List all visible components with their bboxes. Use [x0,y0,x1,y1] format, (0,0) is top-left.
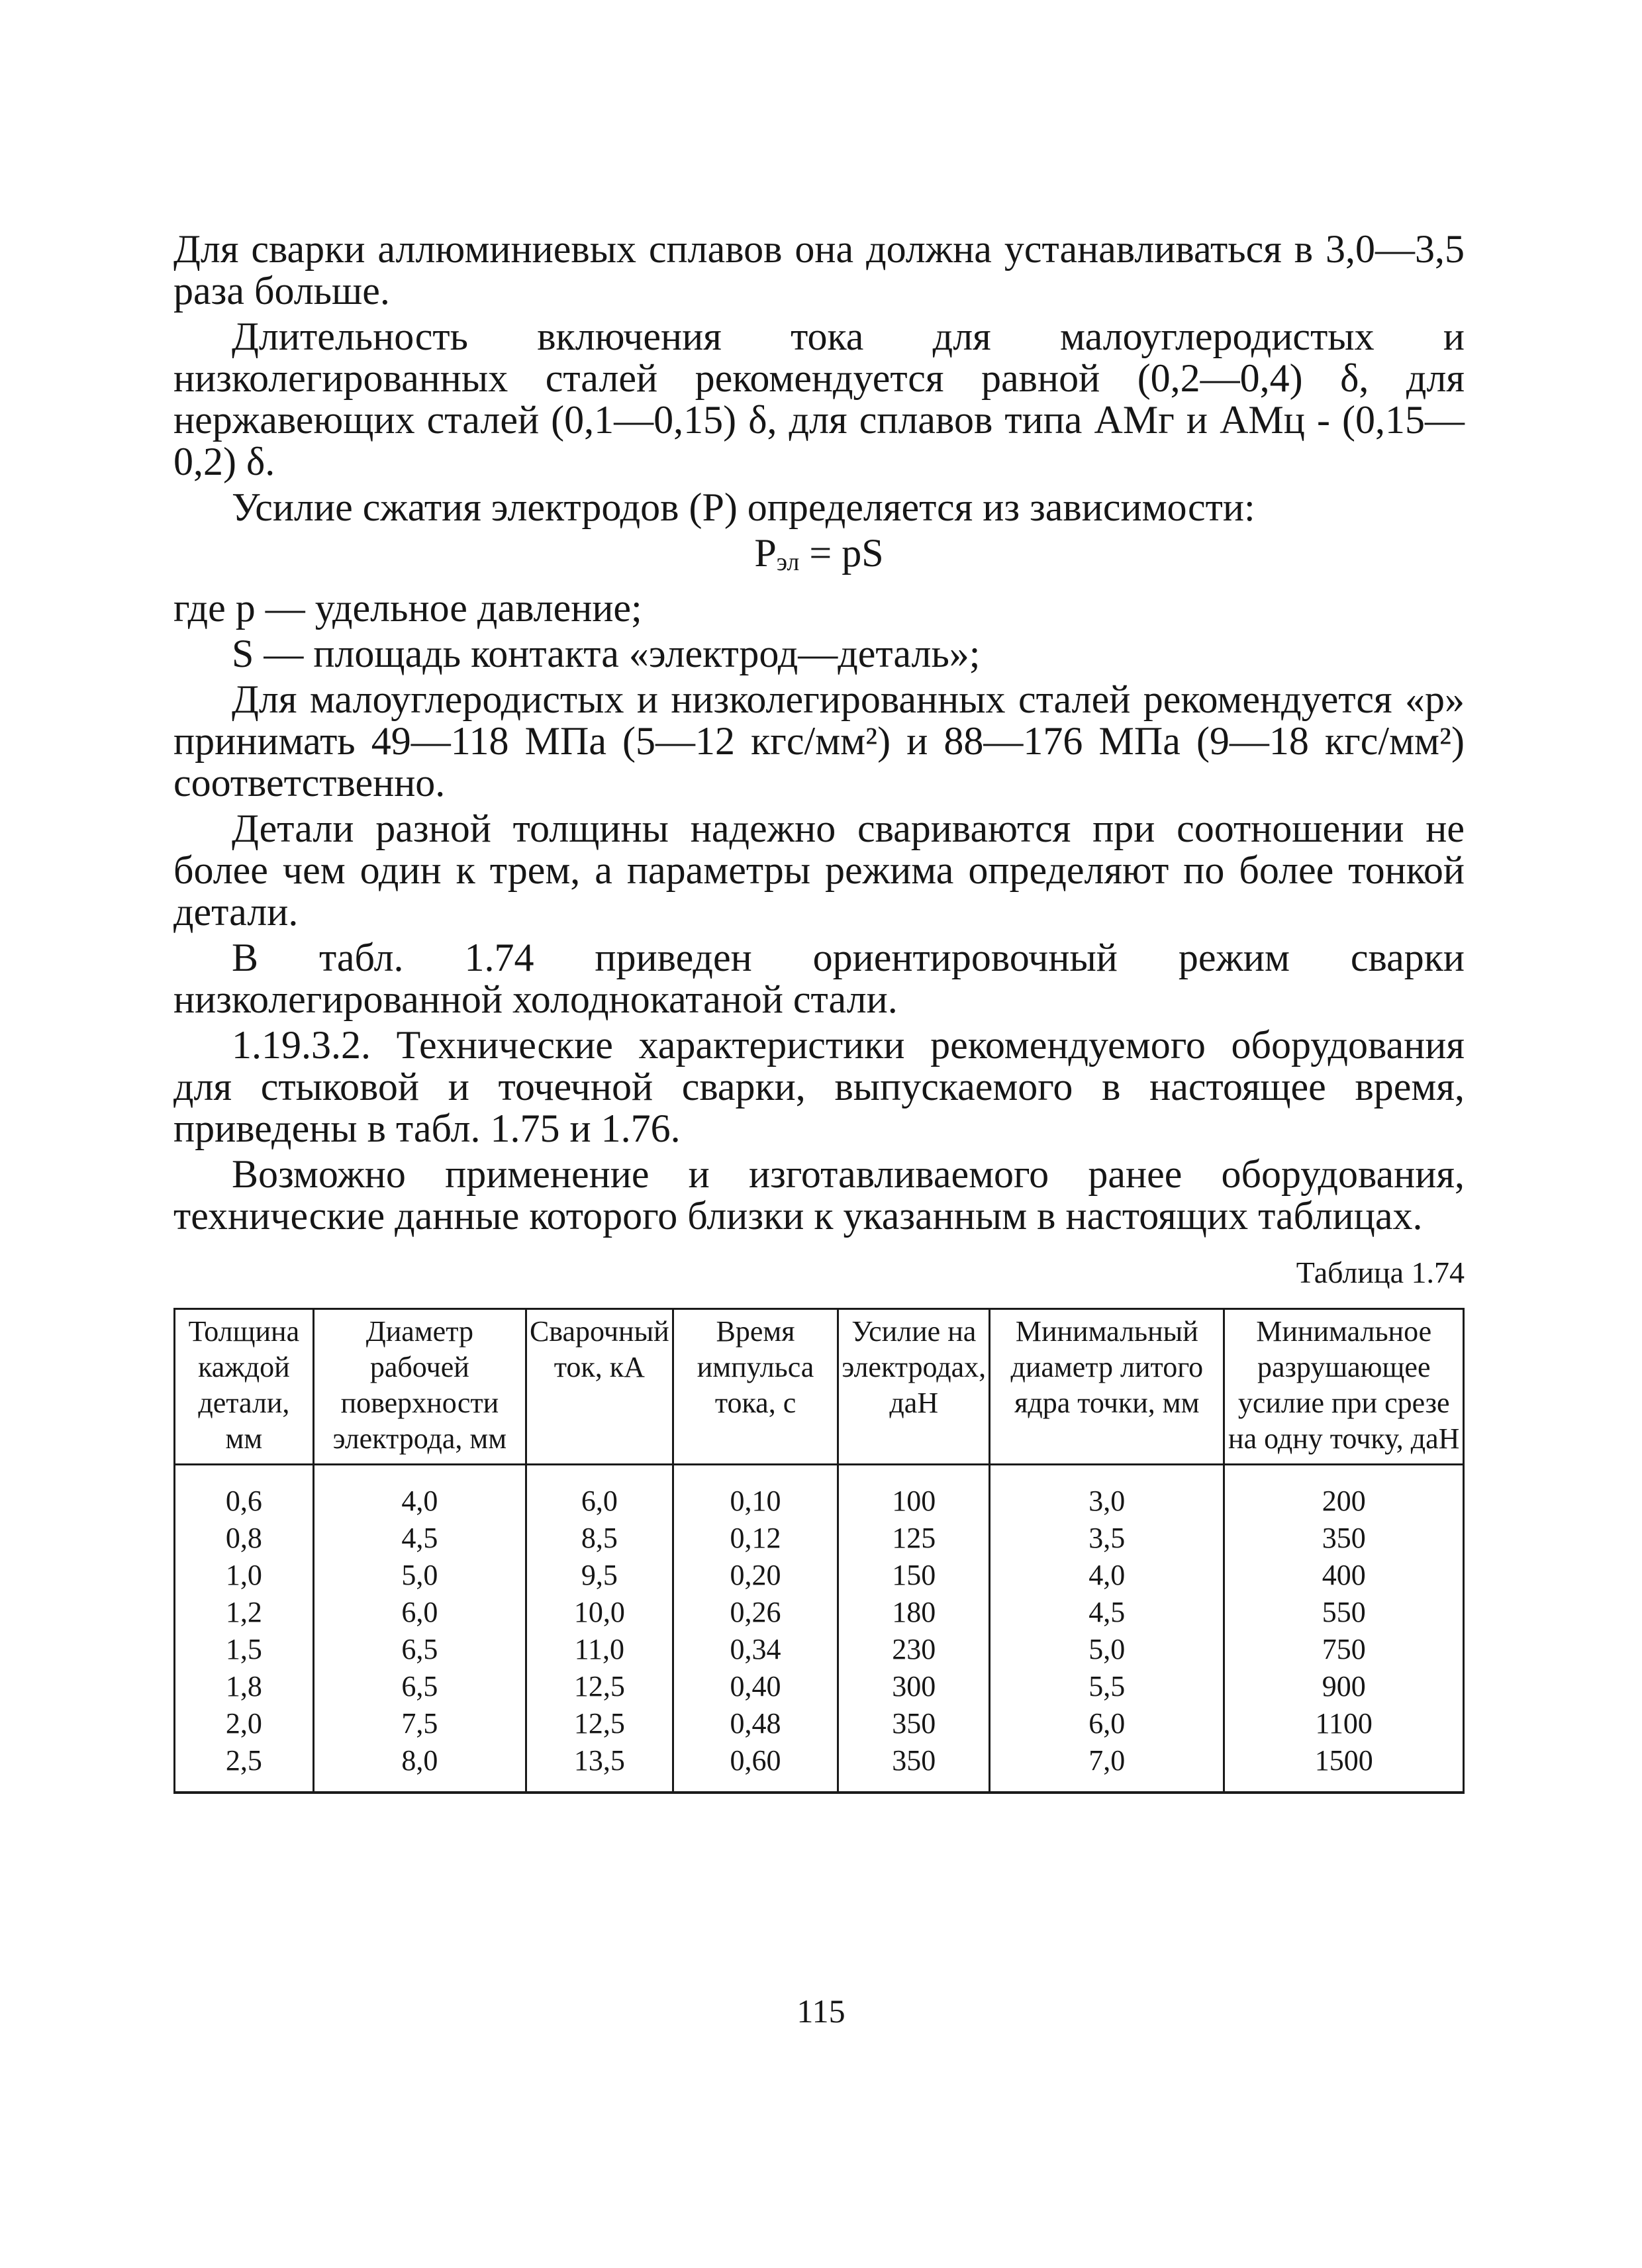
table-cell: 0,48 [673,1705,838,1742]
table-header-row [175,1309,1464,1465]
table-cell: 100 [838,1465,990,1520]
table-row [175,1705,1464,1742]
table-cell: 900 [1224,1668,1464,1705]
paragraph-electrode-force: Усилие сжатия электродов (Р) определяется из зависимости: [232,485,1255,529]
header-core-diameter: Минимальный диаметр литого ядра точки, мм [990,1309,1224,1465]
table-cell: 350 [838,1705,990,1742]
table-cell: 6,5 [313,1631,526,1668]
paragraph-section-1-19-3-2: 1.19.3.2. Технические характеристики рекомендуемого оборудования для стыковой и точечной сварки, выпускаемого в настоящее время, приведены в табл. 1.75 и 1.76. [173,1023,1465,1150]
table-cell: 1,8 [175,1668,314,1705]
table-cell: 1,2 [175,1594,314,1631]
table-cell: 5,0 [990,1631,1224,1668]
table-cell: 6,0 [526,1465,673,1520]
table-cell: 12,5 [526,1705,673,1742]
table-row [175,1668,1464,1705]
table-row [175,1520,1464,1557]
table-body [175,1465,1464,1793]
paragraph-current-duration: Длительность включения тока для малоуглеродистых и низколегированных сталей рекомендуется равной (0,2—0,4) δ, для нержавеющих сталей (0,1—0,15) δ, для сплавов типа АМг и АМц - (0,15—0,2) δ. [173,315,1465,483]
header-shear-force: Минимальное разрушающее усилие при срезе на одну точку, даН [1224,1309,1464,1465]
table-cell: 180 [838,1594,990,1631]
table-cell: 6,0 [313,1594,526,1631]
table-cell: 11,0 [526,1631,673,1668]
table-cell: 10,0 [526,1594,673,1631]
welding-mode-table [173,1308,1465,1794]
table-cell: 4,0 [313,1465,526,1520]
table-cell: 0,10 [673,1465,838,1520]
table-cell: 1,5 [175,1631,314,1668]
table-row [175,1742,1464,1793]
body-text [173,228,1465,1241]
table-cell: 350 [838,1742,990,1793]
table-cell: 230 [838,1631,990,1668]
definition-pressure: где р — удельное давление; [173,586,642,630]
table-row [175,1631,1464,1668]
table-cell: 12,5 [526,1668,673,1705]
header-electrode-diameter: Диаметр рабочей поверхности электрода, мм [313,1309,526,1465]
table-cell: 6,5 [313,1668,526,1705]
formula-electrode-force [173,532,1465,583]
table-cell: 8,5 [526,1520,673,1557]
table-cell: 4,5 [313,1520,526,1557]
table-cell: 0,40 [673,1668,838,1705]
formula-subscript: эл [776,548,800,576]
table-cell: 1,0 [175,1557,314,1594]
header-electrode-force: Усилие на электродах, даН [838,1309,990,1465]
formula-expression: = pS [799,531,884,575]
table-cell: 0,8 [175,1520,314,1557]
table-caption: Таблица 1.74 [1296,1256,1465,1289]
table-cell: 1100 [1224,1705,1464,1742]
table-row [175,1594,1464,1631]
table-cell: 200 [1224,1465,1464,1520]
table-row [175,1465,1464,1520]
table-cell: 550 [1224,1594,1464,1631]
header-welding-current: Сварочный ток, кА [526,1309,673,1465]
table-cell: 3,5 [990,1520,1224,1557]
table-cell: 7,0 [990,1742,1224,1793]
table-cell: 0,60 [673,1742,838,1793]
table-cell: 150 [838,1557,990,1594]
table-cell: 0,12 [673,1520,838,1557]
table-cell: 300 [838,1668,990,1705]
table-cell: 8,0 [313,1742,526,1793]
table-cell: 1500 [1224,1742,1464,1793]
table-cell: 0,26 [673,1594,838,1631]
table-cell: 0,20 [673,1557,838,1594]
table-cell: 4,0 [990,1557,1224,1594]
table-cell: 6,0 [990,1705,1224,1742]
table-cell: 4,5 [990,1594,1224,1631]
table-cell: 9,5 [526,1557,673,1594]
table-cell: 13,5 [526,1742,673,1793]
table-cell: 2,5 [175,1742,314,1793]
definition-contact-area: S — площадь контакта «электрод—деталь»; [232,632,981,675]
table-cell: 125 [838,1520,990,1557]
table-cell: 400 [1224,1557,1464,1594]
table-cell: 7,5 [313,1705,526,1742]
table-row [175,1557,1464,1594]
table-cell: 750 [1224,1631,1464,1668]
page-number: 115 [797,1993,845,2030]
table-cell: 5,0 [313,1557,526,1594]
table-cell: 350 [1224,1520,1464,1557]
table-header [175,1309,1464,1465]
table-cell: 5,5 [990,1668,1224,1705]
header-pulse-time: Время импульса тока, с [673,1309,838,1465]
paragraph-thickness-ratio: Детали разной толщины надежно свариваются при соотношении не более чем один к трем, а параметры режима определяют по более тонкой детали. [173,807,1465,934]
table-cell: 2,0 [175,1705,314,1742]
paragraph-table-reference: В табл. 1.74 приведен ориентировочный режим сварки низколегированной холоднокатаной стали. [173,936,1465,1021]
table-cell: 0,34 [673,1631,838,1668]
table-cell: 3,0 [990,1465,1224,1520]
paragraph-aluminium-alloys: Для сварки аллюминиевых сплавов она должна устанавливаться в 3,0—3,5 раза больше. [173,227,1465,313]
table-cell: 0,6 [175,1465,314,1520]
paragraph-legacy-equipment: Возможно применение и изготавливаемого ранее оборудования, технические данные которого близки к указанным в настоящих таблицах. [173,1152,1465,1238]
header-thickness: Толщина каждой детали, мм [175,1309,314,1465]
paragraph-pressure-values: Для малоуглеродистых и низколегированных сталей рекомендуется «р» принимать 49—118 МПа (5—12 кгс/мм²) и 88—176 МПа (9—18 кгс/мм²) соответственно. [173,677,1465,805]
formula-symbol: Р [754,531,777,575]
